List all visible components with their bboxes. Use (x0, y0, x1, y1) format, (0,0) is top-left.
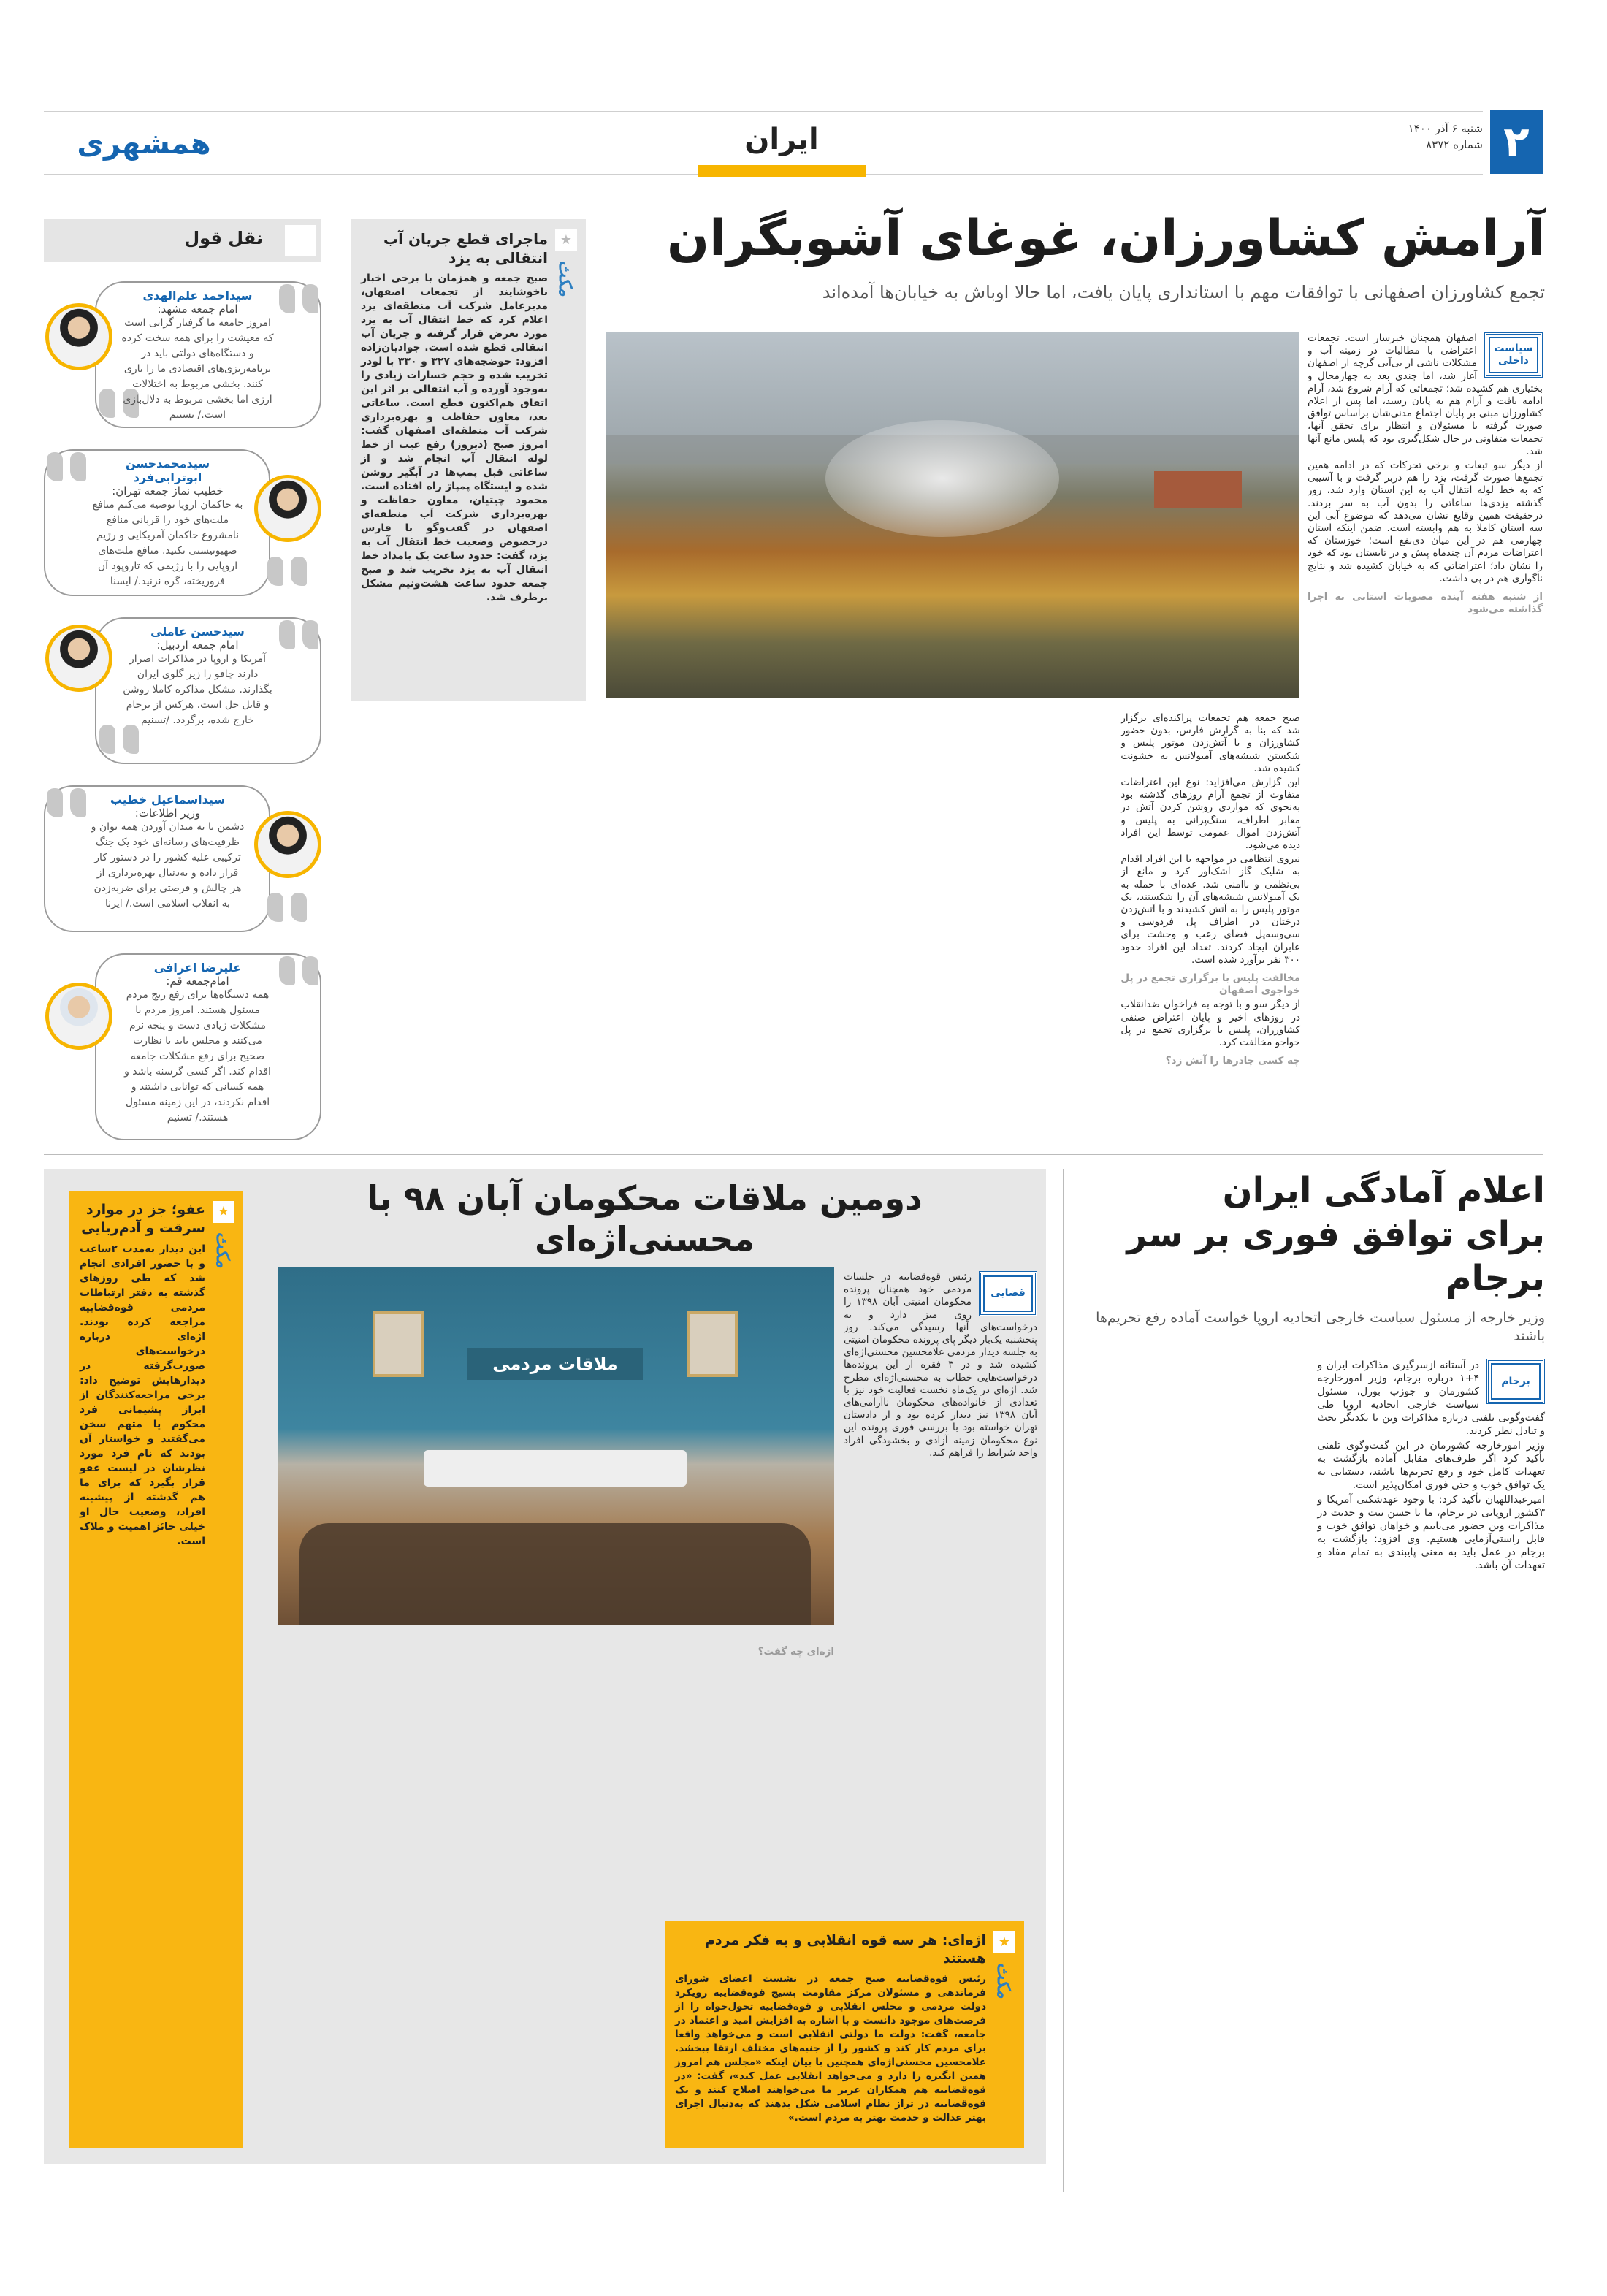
issue-date: شنبه ۶ آذر ۱۴۰۰ (1408, 122, 1483, 135)
avatar (45, 983, 112, 1050)
quote-text: همه دستگاه‌ها برای رفع رنج مردم مسئول هستند. امروز مردم با مشکلات زیادی دست و پنجه نرم می‌کنند و مجلس باید با نظارت صحیح برای رفع مشکلات جامعه اقدام کند. اگر کسی گرسنه باشد و همه کسانی که توانایی داشتند و اقدام نکردند، در این زمینه مسئول هستند./ تسنیم (124, 989, 271, 1124)
photo-table (424, 1450, 687, 1487)
box-three-powers (665, 1921, 1024, 2148)
subhead: چه کسی چادرها را آتش زد؟ (1165, 1055, 1300, 1067)
box-title: عفو؛ جز در موارد سرقت و آدم‌ربایی (81, 1202, 205, 1236)
quote-close-icon (279, 620, 318, 652)
avatar (45, 625, 112, 692)
quote-name: سیداسماعیل خطیب (110, 793, 226, 806)
quote-close-icon (279, 956, 318, 988)
box-text: این دیدار به‌مدت ۲ساعت و با حضور افرادی انجام شد که طی روزهای گذشته به دفتر ارتباطات مردمی قوه‌قضاییه مراجعه کرده بودند. اژه‌ای درباره درخواست‌های صورت‌گرفته در دیدارهایش توضیح داد: برخی مراجعه‌کنندگان از ابراز پشیمانی فرد محکوم یا متهم سخن می‌گفتند و خواستار آن بودند که نام فرد مورد نظرشان در لیست عفو قرار بگیرد که برای ما هم گذشته از پیشینه افراد، وضعیت حال او خیلی حائز اهمیت و ملاک است. (80, 1243, 205, 1547)
quote-name: سیدمحمدحسن ابوترابی‌فرد (125, 457, 210, 484)
quote-text: امروز جامعه ما گرفتار گرانی است که معیشت را برای همه سخت کرده و دستگاه‌های دولتی باید در برنامه‌ریزی‌های اقتصادی ما را یاری کنند. بخشی مربوط به اختلالات ارزی اما بخشی مربوط به دلال‌بازی است./ تسنیم (121, 317, 274, 421)
paragraph: در آستانه ازسرگیری مذاکرات ایران و ۴+۱ درباره برجام، وزیر امورخارجه کشورمان و جوزپ بورل، مسئول سیاست خارجی اتحادیه اروپا طی گفت‌وگویی تلفنی درباره مذاکرات وین با یکدیگر بحث و تبادل نظر کردند. (1317, 1359, 1545, 1437)
avatar (254, 811, 321, 878)
paragraph: رئیس قوه‌قضاییه در جلسات مردمی خود همچنان پرونده محکومان امنیتی آبان ۱۳۹۸ را روی میز دارد و به درخواست‌های آنها رسیدگی می‌کند. روز پنجشنبه یک‌بار دیگر پای پرونده محکومان امنیتی به جلسه دیدار مردمی غلامحسین محسنی‌اژه‌ای کشیده شد و در ۳ فقره از این پرونده‌ها درخواست‌هایی خطاب به محسنی‌اژه‌ای مطرح شد. اژه‌ای در یک‌ماه نخست فعالیت خود نیز با تعدادی از خانواده‌های محکومان ناآرامی‌های آبان ۱۳۹۸ نیز دیدار کرده بود و از دادستان تهران خواسته بود با بررسی فوری پرونده این نوع محکومان زمینه آزادی و بخشودگی افراد واجد شرایط را فراهم کند. (844, 1271, 1037, 1459)
photo-banner: ملاقات مردمی (467, 1348, 643, 1380)
quote-content (121, 961, 275, 1126)
photo-building (1154, 471, 1242, 508)
main-photo-protest (606, 332, 1299, 698)
section-accent-bar (698, 165, 866, 177)
star-icon: ★ (555, 229, 577, 251)
quote-content (121, 625, 275, 728)
paragraph: از دیگر سو و با توجه به فراخوان ضدانقلاب در روزهای اخیر و پایان اعتراض صنفی کشاورزان، پلیس با برگزاری تجمع در پل خواجو مخالفت کرد. (1121, 999, 1300, 1049)
box-text: رئیس قوه‌قضاییه صبح جمعه در نشست اعضای شورای فرماندهی و مسئولان مرکز مقاومت بسیج قوه‌قضاییه رویکرد دولت مردمی و مجلس انقلابی و قوه‌قضاییه تحول‌خواه را از فرصت‌های موجود دانست و با اشاره به افزایش امید و اعتماد در جامعه، گفت: دولت ما دولتی انقلابی است و می‌خواهد واقعا برای مردم کار کند و کشور را از جنبه‌های مختلف ارتقا ببخشد. غلامحسین محسنی‌اژه‌ای همچنین با بیان اینکه «مجلس هم امروز همین انگیزه را دارد و می‌خواهد انقلابی عمل کند»، گفت: «در قوه‌قضاییه هم همکاران عزیز ما می‌خواهند اصلاح کنند و یک قوه‌قضاییه در تراز نظام اسلامی شکل بدهند که به‌دنبال اجرای بهتر عدالت و خدمت بهتر به مردم است.» (675, 1973, 986, 2124)
judiciary-photo-meeting (278, 1267, 834, 1625)
page-number: ۲ (1490, 110, 1543, 174)
newspaper-logo[interactable]: همشهری (77, 127, 211, 161)
quote-role: امام جمعه اردبیل: (156, 638, 239, 652)
photo-portrait-left (373, 1311, 424, 1377)
paragraph: نیروی انتظامی در مواجهه با این افراد اقدام به شلیک گاز اشک‌آور کرد و مانع از بی‌نظمی و ناامنی شد. عده‌ای با حمله به یک آمبولانس شیشه‌های آن را شکستند، یک موتور پلیس را به آتش کشیدند و با آتش‌زدن درختان در اطراف پل فردوسی و سی‌وسه‌پل فضای رعب و وحشت برای عابران ایجاد کردند. تعداد این افراد حدود ۳۰۰ نفر برآورد شده است. (1121, 853, 1300, 966)
quotes-title: نقل قول (184, 228, 263, 248)
photo-portrait-right (687, 1311, 738, 1377)
photo-audience (299, 1523, 811, 1625)
quote-open-icon (267, 893, 307, 925)
paragraph: از دیگر سو تبعات و برخی تحرکات که در ادامه همین تجمع‌ها صورت گرفت، یزد را هم دربر گرفت و با آسیبی که به خط لوله انتقال آب به این استان وارد شد، روز گذشته یزدی‌ها ساعاتی را بدون آب به سر بردند. درحقیقت همین وقایع نشان می‌دهد که موضوع آبی این سه استان کاملا به هم وابسته است. ضمن اینکه استان چهارمی هم در این میان ذی‌نفع است؛ خوزستان که اعتراضات مردم آن چندماه پیش و در تابستان بود که خود را نشان داد؛ اعتراضاتی که به خیابان کشیده شد و نتایج ناگواری هم در پی داشت. (1308, 459, 1543, 584)
quote-role: خطیب نماز جمعه تهران: (112, 484, 224, 497)
section-title: ایران (744, 123, 819, 156)
quote-content (91, 793, 245, 912)
kicker-badge: برجام (1486, 1359, 1545, 1404)
column-divider (1063, 1169, 1064, 2192)
quote-item (44, 610, 321, 767)
quote-role: امام‌جمعه قم: (166, 975, 229, 988)
quote-close-icon (279, 284, 318, 316)
quote-open-icon (99, 725, 139, 757)
paragraph: امیرعبداللهیان تأکید کرد: با وجود عهدشکنی آمریکا و ۳کشور اروپایی در برجام، ما با حسن نیت و جدیت در مذاکرات وین حضور می‌یابیم و خواهان توافق خوب و قابل راستی‌آزمایی هستیم. وی افزود: بازگشت به برجام در عمل باید به معنی پایبندی به تمام مفاد و تعهدات آن باشد. (1317, 1494, 1545, 1571)
jcpoa-headline (1074, 1169, 1545, 1300)
main-article-right-column (1308, 332, 1543, 1121)
quote-name: سیداحمد علم‌الهدی (142, 289, 253, 302)
box-title: اژه‌ای: هر سه قوه انقلابی و به فکر مردم هستند (704, 1932, 986, 1967)
kicker-badge: سیاست داخلی (1484, 332, 1543, 378)
subhead: مخالفت پلیس با برگزاری تجمع در پل خواجوی اصفهان (1121, 972, 1300, 997)
main-article-columns (351, 712, 1300, 1121)
quote-item (44, 778, 321, 935)
kicker-badge: قضایی (979, 1271, 1037, 1316)
judiciary-headline: دومین ملاقات محکومان آبان ۹۸ با محسنی‌اژه‌ای (367, 1178, 923, 1259)
main-subtitle: تجمع کشاورزان اصفهانی با توافقات مهم با استانداری پایان یافت، اما حالا اوباش به خیابان‌ها آمده‌اند (822, 282, 1545, 302)
photo-smoke (825, 420, 1059, 537)
quote-close-icon (47, 788, 86, 820)
quote-text: آمریکا و اروپا در مذاکرات اصرار دارند چاقو را زیر گلوی ایران بگذارند. مشکل مذاکره کاملا روشن و قابل حل است. هرکس از برجام خارج شده، برگردد. /تسنیم (123, 653, 272, 726)
quote-close-icon (47, 452, 86, 484)
sidebar-text: صبح جمعه و همزمان با برخی اخبار ناخوشایند از تجمعات اصفهان، مدیرعامل شرکت آب منطقه‌ای یزد اعلام کرد که خط انتقال آب به یزد مورد تعرض قرار گرفته و جریان آب انتقالی قطع شده است. جوادیان‌زاده افزود: حوضچه‌های ۳۲۷ و ۳۳۰ با لودر تخریب شده و حجم خسارات زیادی را به‌وجود آورده و آب انتقالی بر اثر این اتفاق هم‌اکنون قطع است. ساعاتی بعد، معاون حفاظت و بهره‌برداری شرکت آب منطقه‌ای اصفهان گفت: امروز صبح (دیروز) رفع عیب از خط لوله انتقال آب انجام شد و از ساعاتی قبل پمپ‌ها در آبگیر روشن شده و ایستگاه پمپاژ راه افتاده است. محمود چیتیان، معاون حفاظت و بهره‌برداری شرکت آب منطقه‌ای اصفهان در گفت‌وگو با فارس درخصوص وضعیت خط انتقال آب به یزد، گفت: حدود ساعت یک بامداد خط انتقال آب به یزد تخریب شد و صبح جمعه حدود ساعت هشت‌ونیم مشکل برطرف شد. (361, 272, 548, 603)
box-amnesty (69, 1191, 243, 2148)
paragraph: این گزارش می‌افزاید: نوع این اعتراضات متفاوت از تجمع آرام روزهای گذشته بود به‌نحوی که مواردی روشن کردن آتش در معابر اطراف، سنگ‌پرانی به پلیس و آتش‌زدن اموال عمومی توسط این افراد دیده می‌شود. (1121, 777, 1300, 852)
paragraph: صبح جمعه هم تجمعات پراکنده‌ای برگزار شد که بنا به گزارش فارس، بدون حضور کشاورزان و با آتش‌زدن موتور پلیس و شکستن شیشه‌های آمبولانس به خشونت کشیده شد. (1121, 712, 1300, 774)
quote-open-icon (267, 557, 307, 589)
subhead: اژه‌ای چه گفت؟ (757, 1646, 834, 1658)
judiciary-columns (278, 1640, 834, 1914)
quote-role: امام جمعه مشهد: (157, 302, 238, 316)
quote-item (44, 274, 321, 431)
subhead: از شنبه هفته آینده مصوبات استانی به اجرا گذاشته می‌شود (1308, 591, 1543, 616)
quote-content (91, 457, 245, 590)
quote-name: علیرضا اعرافی (153, 961, 242, 975)
maks-logo: مکث (213, 1232, 233, 1268)
paragraph: اصفهان همچنان خبرساز است. تجمعات اعتراضی با مطالبات در زمینه آب و مشکلات ناشی از بی‌آبی گرچه از اصفهان آغاز شد، اما چندی بعد به چهارمحال و بختیاری هم کشیده شد؛ تجمعاتی که آرام شروع شد، آرام ادامه یافت و آرام هم به پایان رسید، اما پس از اعلام کشاورزان مبنی بر پایان اجتماع مدنی‌شان براساس توافق صورت گرفته با مسئولان و انتظار برای تحقق آنها، تجمعات متفاوتی در حال شکل‌گیری بود که پلیس مانع آنها شد. (1308, 332, 1543, 457)
quotes-header-box (285, 225, 316, 256)
maks-logo: مکث (555, 260, 576, 297)
quote-text: دشمن با به میدان آوردن همه توان و ظرفیت‌های رسانه‌ای خود یک جنگ ترکیبی علیه کشور را در دستور کار قرار داده و به‌دنبال بهره‌برداری از هر چالش و فرصتی برای ضربه‌زدن به انقلاب اسلامی است./ ایرنا (91, 821, 245, 909)
sidebar-yazd-water (351, 219, 586, 701)
jcpoa-headline-line1: اعلام آمادگی ایران (1222, 1170, 1545, 1211)
jcpoa-headline-line2: برای توافق فوری بر سر برجام (1126, 1214, 1545, 1299)
avatar (45, 303, 112, 370)
quotes-header (44, 219, 321, 262)
jcpoa-subtitle: وزیر خارجه از مسئول سیاست خارجی اتحادیه اروپا خواست آماده رفع تحریم‌ها باشند (1096, 1310, 1545, 1344)
star-icon: ★ (213, 1201, 234, 1223)
quote-item (44, 442, 321, 599)
header-top-rule (44, 111, 1483, 112)
quote-item (44, 946, 321, 1143)
main-headline: آرامش کشاورزان، غوغای آشوبگران (667, 210, 1545, 267)
quote-content (121, 289, 275, 423)
star-icon: ★ (993, 1931, 1015, 1953)
avatar (254, 475, 321, 542)
maks-logo: مکث (993, 1962, 1014, 1999)
section-divider (44, 1154, 1543, 1155)
issue-info (1373, 121, 1483, 153)
issue-number: شماره ۸۳۷۲ (1426, 138, 1483, 151)
sidebar-title: ماجرای قطع جریان آب انتقالی به یزد (383, 230, 548, 267)
quote-name: سیدحسن عاملی (150, 625, 245, 638)
quote-role: وزیر اطلاعات: (134, 806, 201, 820)
quote-text: به حاکمان اروپا توصیه می‌کنم منافع ملت‌های خود را قربانی منافع نامشروع حاکمان آمریکایی و رژیم صهیونیستی نکنید. منافع ملت‌های اروپایی را با رژیمی که تاروپود آن فروریخته، گره نزنید./ ایسنا (92, 499, 243, 587)
paragraph: وزیر امورخارجه کشورمان در این گفت‌وگوی تلفنی تأکید کرد اگر طرف‌های مقابل آماده بازگشت به تعهدات کامل خود و رفع تحریم‌ها باشند، دستیابی به یک توافق خوب و حتی فوری امکان‌پذیر است. (1317, 1440, 1545, 1491)
jcpoa-columns (1074, 1359, 1545, 2184)
